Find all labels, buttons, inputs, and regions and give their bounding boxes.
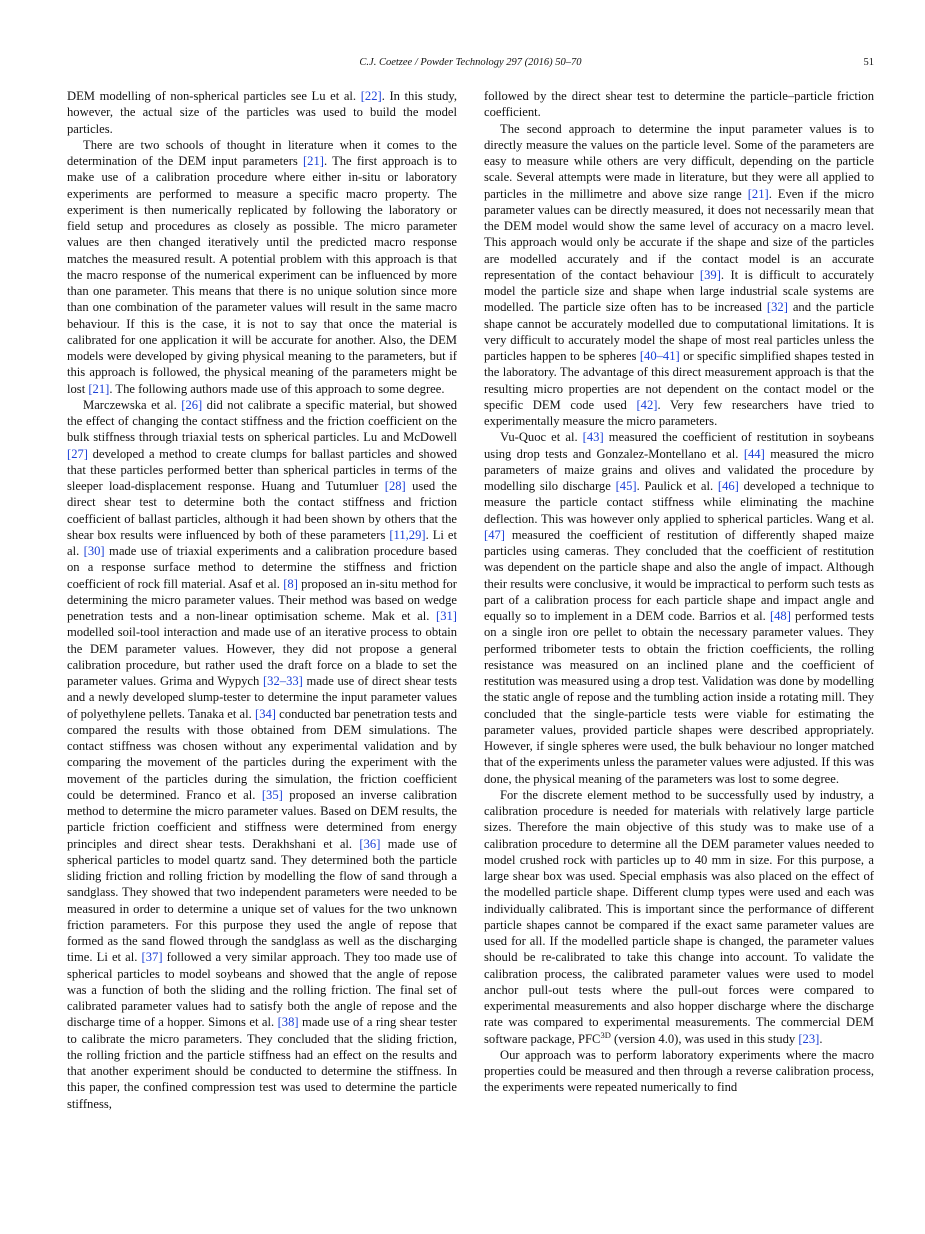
text-run: Vu-Quoc et al. — [500, 430, 583, 445]
text-run: DEM modelling of non-spherical particles see Lu et al. — [67, 89, 361, 103]
citation-link[interactable]: [30] — [83, 544, 105, 558]
citation-link[interactable]: [40–41] — [639, 349, 680, 363]
text-run: modelled soil-tool interaction and made use of an iterative process to obtain the DEM parameter values. However, they did not propose a general calibration procedure, but rather used the draft force on a blade to set the parameter values. Grima and Wypych — [67, 625, 457, 688]
text-run: . Li et al. — [67, 527, 457, 558]
right-column — [484, 88, 874, 1096]
paragraph — [484, 787, 874, 1047]
running-title: C.J. Coetzee / Powder Technology 297 (2016) 50–70 — [359, 57, 582, 68]
superscript: 3D — [600, 1029, 611, 1040]
citation-link[interactable]: [45] — [615, 479, 637, 493]
citation-link[interactable]: [31] — [436, 609, 457, 623]
text-run: made use of spherical particles to model quartz sand. They determined both the particle sliding friction and rolling friction by modelling the flow of sand through a sandglass. They showed that two independent parameters were needed to be measured in order to determine a unique set of values for the two unknown friction parameters. For this purpose they used the angle of repose that formed as the sand flowed through the sandglass as well as the discharging time. Li et al. — [67, 836, 457, 965]
citation-link[interactable]: [42] — [636, 397, 658, 412]
text-run: measured the coefficient of restitution in soybeans using drop tests and Gonzalez-Montellano et al. — [484, 430, 874, 461]
page-header — [67, 57, 874, 73]
citation-link[interactable]: [22] — [360, 89, 382, 103]
citation-link[interactable]: [35] — [261, 787, 283, 802]
text-run: made use of a ring shear tester to calibrate the micro parameters. They concluded that the sliding friction, the rolling friction and the particle stiffness had an effect on the results and that another experiment should be conducted to determine the stiffness. In this paper, the confined compression test was used to determine the particle stiffness, — [67, 1015, 457, 1111]
citation-link[interactable]: [21] — [88, 381, 110, 396]
text-run: . Paulick et al. — [636, 479, 718, 493]
text-run: proposed an inverse calibration method to determine the micro parameter values. Based on DEM results, the particle friction coefficient and stiffness were determined from energy principles and direct shear tests. Derakhshani et al. — [67, 787, 457, 851]
text-run: made use of direct shear tests and a newly developed slump-tester to determine the input parameter values of polyethylene pellets. Tanaka et al. — [67, 674, 457, 721]
citation-link[interactable]: [36] — [359, 836, 381, 851]
text-run: followed a very similar approach. They too made use of spherical particles to model soybeans and showed that the angle of repose was a function of both the sliding and the rolling friction. The final set of calibrated parameter values had to satisfy both the angle of repose and the discharge time of a hopper. Simons et al. — [67, 950, 457, 1030]
citation-link[interactable]: [28] — [384, 479, 406, 493]
citation-link[interactable]: [47] — [484, 527, 505, 542]
citation-link[interactable]: [44] — [743, 446, 765, 461]
paragraph — [484, 121, 874, 430]
citation-link[interactable]: [27] — [67, 446, 88, 461]
text-run: did not calibrate a specific material, but showed the effect of changing the contact stiffness and the friction coefficient on the bulk stiffness through triaxial tests on spherical particles. Lu and McDowell — [67, 397, 457, 445]
text-run: used the direct shear test to determine both the contact stiffness and friction coefficient of ballast particles, although it had been shown by others that the shear box results were influenced by both of these parameters — [67, 479, 457, 542]
paragraph — [67, 88, 457, 137]
text-run: and the particle shape cannot be accurately modelled due to computational limitations. It is very difficult to accurately model the shape of most real particles unless the particles happen to be spheres — [484, 300, 874, 363]
paragraph — [484, 429, 874, 787]
text-run: followed by the direct shear test to determine the particle–particle friction coefficient. — [484, 89, 874, 120]
citation-link[interactable]: [32] — [766, 300, 788, 315]
citation-link[interactable]: [23] — [798, 1031, 820, 1046]
text-run: . The following authors made use of this approach to some degree. — [109, 381, 445, 396]
text-run: . Very few researchers have tried to experimentally measure the micro parameters. — [484, 397, 874, 428]
text-run: . In this study, however, the actual size of the particles was used to build the model particles. — [67, 89, 457, 136]
paragraph — [67, 137, 457, 397]
text-run: . The first approach is to make use of a calibration procedure where either in-situ or laboratory experiments are performed to measure a specific macro property. The experiment is then numerically replicated by following the laboratory or field setup and procedures as closely as possible. The micro parameter values are then changed iteratively until the predicted macro response matches the measured result. A potential problem with this approach is that the macro response of the numerical experiment can be influenced by more than one parameter. This means that there is no unique solution since more than one combination of the parameter values will result in the same macro behaviour. If this is the case, it is not to say that once the material is calibrated for one application it will be accurate for another. Also, the DEM models were developed by giving physical meaning to the parameters, but if this approach is followed, the physical meaning of the parameters might be lost — [67, 154, 457, 396]
text-run: proposed an in-situ method for determining the micro parameter values. Their method was based on wedge penetration tests and a non-linear optimisation scheme. Mak et al. — [67, 576, 457, 623]
text-run: made use of triaxial experiments and a calibration procedure based on a response surface method to determine the stiffness and friction coefficient of rock fill material. Asaf et al. — [67, 544, 458, 591]
text-run: or specific simplified shapes tested in the laboratory. The advantage of this direct measurement approach is that the resulting micro properties are not dependent on the contact model or the specific DEM code used — [484, 349, 875, 412]
text-run: Marczewska et al. — [83, 397, 182, 412]
citation-link[interactable]: [48] — [769, 609, 791, 623]
citation-link[interactable]: [46] — [717, 479, 739, 493]
page-number: 51 — [863, 57, 874, 68]
paragraph — [484, 1047, 874, 1096]
text-run: (version 4.0), was used in this study — [610, 1031, 799, 1046]
paragraph — [67, 397, 457, 1112]
text-run: conducted bar penetration tests and compared the results with those obtained from DEM simulations. The contact stiffness was chosen without any experimental validation and by comparing the movement of the particles during the experiment with the movement of the particles during the simulation, the friction coefficient could be determined. Franco et al. — [67, 706, 457, 802]
text-run: developed a method to create clumps for ballast particles and showed that these particles performed better than spherical particles in terms of the sleeper load-displacement response. Huang and Tutumluer — [67, 446, 457, 493]
text-run: . Even if the micro parameter values can be directly measured, it does not necessarily mean that the DEM model would show the same level of accuracy on a macro level. This approach would only be accurate if the shape and size of the particles are modelled accurately and if the contact model is an accurate representation of the contact behaviour — [484, 186, 874, 282]
citation-link[interactable]: [11,29] — [389, 527, 426, 542]
text-run: . It is difficult to accurately model the particle size and shape when large industrial scale systems are modelled. The particle size often has to be increased — [484, 267, 875, 315]
text-run: Our approach was to perform laboratory experiments where the macro properties could be measured and then through a reverse calibration process, the experiments were repeated numerically to find — [484, 1047, 874, 1095]
text-run: performed tests on a single iron ore pellet to obtain the necessary parameter values. They performed tribometer tests to obtain the friction coefficients, the rolling resistance was measured on an inclined plane and the coefficient of restitution was measured using a drop test. Validation was done by modelling the static angle of repose and the tumbling action inside a rotating mill. They concluded that the single-particle tests were viable for estimating the parameter values, provided particle shapes were described appropriately. However, if single spheres were used, the bulk behaviour no longer matched that of the experiments unless the parameter values were adjusted. If this was done, the physical meaning of the parameters was lost to some degree. — [484, 609, 874, 786]
citation-link[interactable]: [38] — [277, 1015, 299, 1030]
text-run: There are two schools of thought in literature when it comes to the determination of the DEM input parameters — [67, 137, 457, 168]
citation-link[interactable]: [37] — [141, 950, 163, 965]
left-column — [67, 88, 457, 1112]
text-run: developed a technique to measure the particle contact stiffness while eliminating the machine deflection. This was however only applied to spherical particles. Wang et al. — [484, 479, 875, 526]
citation-link[interactable]: [21] — [747, 186, 769, 201]
citation-link[interactable]: [32–33] — [262, 674, 303, 688]
citation-link[interactable]: [34] — [255, 706, 276, 721]
text-run: measured the coefficient of restitution of differently shaped maize particles using cameras. They concluded that the coefficient of restitution was dependent on the particle shape and also the angle of impact. Although their results were conclusive, it would be impractical to perform such tests as part of a calibration process for each particle shape and impact angle and equally so to implement in a DEM code. Barrios et al. — [484, 527, 874, 623]
text-run: measured the micro parameters of maize grains and olives and validated the procedure by modelling silo discharge — [484, 446, 874, 493]
citation-link[interactable]: [26] — [181, 397, 203, 412]
citation-link[interactable]: [21] — [302, 154, 324, 168]
citation-link[interactable]: [39] — [699, 267, 721, 282]
citation-link[interactable]: [43] — [582, 430, 604, 445]
text-run: . — [819, 1031, 823, 1046]
text-run: For the discrete element method to be successfully used by industry, a calibration procedure is needed for materials with relatively large particle sizes. Therefore the main objective of this study was to make use of a calibration procedure to determine all the DEM parameter values needed to model crushed rock with particles up to 40 mm in size. For this purpose, a large shear box was used. Special emphasis was also placed on the effect of the modelled particle shape. Different clump types were used and each was individually calibrated. This is important since the performance of different particle shapes cannot be compared if the exact same parameter values are used for all. If the modelled particle shape is changed, the parameter values should be re-calibrated to take this change into account. To validate the calibration process, the calibrated parameter values were used to model anchor pull-out tests where the pull-out forces were compared to experimental measurements and also hopper discharge where the discharge rate was compared to experimental measurements. The commercial DEM software package, PFC — [484, 787, 874, 1046]
text-run: The second approach to determine the input parameter values is to directly measure the values on the particle level. Some of the parameters are easy to measure while others are very difficult, depending on the particle scale. Several attempts were made in literature, but they were all applied to particles in the millimetre and above size range — [484, 121, 874, 201]
paragraph — [484, 88, 874, 121]
citation-link[interactable]: [8] — [283, 576, 298, 591]
